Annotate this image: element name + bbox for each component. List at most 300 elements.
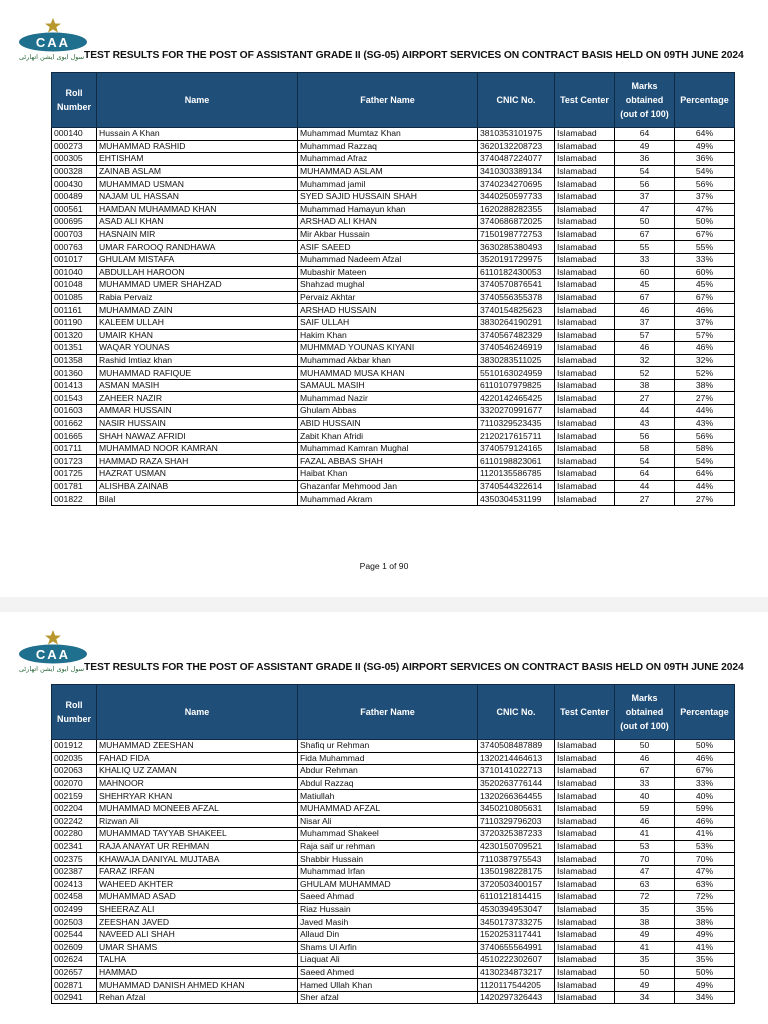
cell-test-center: Islamabad [555, 442, 615, 455]
cell-test-center: Islamabad [555, 153, 615, 166]
cell-father-name: Ghazanfar Mehmood Jan [298, 480, 478, 493]
cell-roll-number: 002941 [52, 991, 97, 1004]
cell-roll-number: 002070 [52, 777, 97, 790]
table-row [52, 342, 735, 355]
table-row [52, 740, 735, 753]
cell-father-name: Abdul Razzaq [298, 777, 478, 790]
cell-test-center: Islamabad [555, 455, 615, 468]
cell-father-name: Shahzad mughal [298, 279, 478, 292]
table-row [52, 916, 735, 929]
cell-percentage: 55% [675, 241, 735, 254]
results-table-body [52, 128, 735, 506]
cell-name: KHALIQ UZ ZAMAN [97, 765, 298, 778]
cell-roll-number: 002413 [52, 878, 97, 891]
cell-father-name: Riaz Hussain [298, 903, 478, 916]
cell-percentage: 50% [675, 966, 735, 979]
table-row [52, 266, 735, 279]
table-row [52, 241, 735, 254]
cell-marks: 70 [615, 853, 675, 866]
cell-percentage: 70% [675, 853, 735, 866]
cell-percentage: 56% [675, 430, 735, 443]
cell-test-center: Islamabad [555, 354, 615, 367]
cell-marks: 27 [615, 493, 675, 506]
cell-marks: 56 [615, 178, 675, 191]
cell-marks: 58 [615, 442, 675, 455]
cell-roll-number: 002871 [52, 979, 97, 992]
cell-name: MUHAMMAD DANISH AHMED KHAN [97, 979, 298, 992]
table-row [52, 979, 735, 992]
cell-name: Rabia Pervaiz [97, 291, 298, 304]
header-test-center: Test Center [555, 73, 615, 128]
cell-percentage: 37% [675, 316, 735, 329]
table-row [52, 417, 735, 430]
cell-test-center: Islamabad [555, 840, 615, 853]
cell-percentage: 44% [675, 480, 735, 493]
table-row [52, 853, 735, 866]
cell-roll-number: 002280 [52, 828, 97, 841]
cell-cnic: 1520253117441 [478, 928, 555, 941]
cell-name: MUHAMMAD ASAD [97, 891, 298, 904]
table-row [52, 954, 735, 967]
cell-test-center: Islamabad [555, 740, 615, 753]
cell-marks: 63 [615, 878, 675, 891]
table-row [52, 316, 735, 329]
cell-roll-number: 001040 [52, 266, 97, 279]
cell-test-center: Islamabad [555, 253, 615, 266]
table-row [52, 790, 735, 803]
cell-marks: 46 [615, 304, 675, 317]
cell-cnic: 3740686872025 [478, 216, 555, 229]
cell-cnic: 3740655564991 [478, 941, 555, 954]
cell-cnic: 3830283511025 [478, 354, 555, 367]
header-marks: Marks obtained (out of 100) [615, 73, 675, 128]
cell-test-center: Islamabad [555, 241, 615, 254]
cell-percentage: 54% [675, 165, 735, 178]
cell-marks: 50 [615, 966, 675, 979]
cell-father-name: Saeed Ahmad [298, 891, 478, 904]
table-row [52, 468, 735, 481]
cell-father-name: ARSHAD HUSSAIN [298, 304, 478, 317]
cell-test-center: Islamabad [555, 828, 615, 841]
cell-father-name: SAMAUL MASIH [298, 379, 478, 392]
cell-marks: 38 [615, 379, 675, 392]
cell-name: WAHEED AKHTER [97, 878, 298, 891]
cell-name: ALISHBA ZAINAB [97, 480, 298, 493]
cell-test-center: Islamabad [555, 430, 615, 443]
table-row [52, 430, 735, 443]
table-row [52, 765, 735, 778]
cell-roll-number: 001190 [52, 316, 97, 329]
cell-name: HAMMAD [97, 966, 298, 979]
cell-cnic: 4230150709521 [478, 840, 555, 853]
cell-name: MAHNOOR [97, 777, 298, 790]
cell-cnic: 3620132208723 [478, 140, 555, 153]
cell-cnic: 3740570876541 [478, 279, 555, 292]
cell-cnic: 4130234873217 [478, 966, 555, 979]
cell-cnic: 4510222302607 [478, 954, 555, 967]
cell-percentage: 41% [675, 828, 735, 841]
cell-test-center: Islamabad [555, 752, 615, 765]
cell-name: MUHAMMAD RAFIQUE [97, 367, 298, 380]
cell-percentage: 33% [675, 253, 735, 266]
cell-roll-number: 001665 [52, 430, 97, 443]
cell-name: MUHAMMAD USMAN [97, 178, 298, 191]
cell-roll-number: 001360 [52, 367, 97, 380]
cell-percentage: 47% [675, 203, 735, 216]
cell-marks: 57 [615, 329, 675, 342]
cell-cnic: 3740567482329 [478, 329, 555, 342]
cell-cnic: 1320266364455 [478, 790, 555, 803]
table-row [52, 840, 735, 853]
cell-roll-number: 002544 [52, 928, 97, 941]
caa-emblem-icon [17, 630, 89, 678]
cell-test-center: Islamabad [555, 304, 615, 317]
cell-marks: 36 [615, 153, 675, 166]
cell-cnic: 3520263776144 [478, 777, 555, 790]
table-row [52, 190, 735, 203]
header-cnic: CNIC No. [478, 685, 555, 740]
cell-cnic: 3710141022713 [478, 765, 555, 778]
cell-father-name: Shabbir Hussain [298, 853, 478, 866]
cell-percentage: 27% [675, 493, 735, 506]
cell-percentage: 37% [675, 190, 735, 203]
cell-roll-number: 002204 [52, 802, 97, 815]
header-marks: Marks obtained (out of 100) [615, 685, 675, 740]
cell-cnic: 3450173733275 [478, 916, 555, 929]
cell-name: ZAINAB ASLAM [97, 165, 298, 178]
table-row [52, 480, 735, 493]
caa-logo [17, 18, 89, 66]
cell-percentage: 46% [675, 304, 735, 317]
cell-roll-number: 001662 [52, 417, 97, 430]
cell-marks: 59 [615, 802, 675, 815]
cell-marks: 49 [615, 140, 675, 153]
cell-test-center: Islamabad [555, 954, 615, 967]
table-row [52, 203, 735, 216]
cell-father-name: Muhammad Razzaq [298, 140, 478, 153]
header-roll-number: Roll Number [52, 685, 97, 740]
caa-emblem-icon [17, 18, 89, 66]
cell-father-name: Muhammad Akbar khan [298, 354, 478, 367]
cell-marks: 41 [615, 941, 675, 954]
cell-father-name: ARSHAD ALI KHAN [298, 216, 478, 229]
cell-cnic: 7110329523435 [478, 417, 555, 430]
cell-percentage: 40% [675, 790, 735, 803]
cell-name: MUHAMMAD UMER SHAHZAD [97, 279, 298, 292]
cell-roll-number: 001017 [52, 253, 97, 266]
cell-percentage: 34% [675, 991, 735, 1004]
cell-father-name: Raja saif ur rehman [298, 840, 478, 853]
cell-test-center: Islamabad [555, 878, 615, 891]
cell-cnic: 3740234270695 [478, 178, 555, 191]
cell-roll-number: 002657 [52, 966, 97, 979]
cell-test-center: Islamabad [555, 190, 615, 203]
cell-percentage: 47% [675, 865, 735, 878]
table-row [52, 178, 735, 191]
cell-father-name: GHULAM MUHAMMAD [298, 878, 478, 891]
cell-cnic: 3740556355378 [478, 291, 555, 304]
cell-marks: 55 [615, 241, 675, 254]
cell-cnic: 3720503400157 [478, 878, 555, 891]
cell-marks: 37 [615, 316, 675, 329]
table-row [52, 329, 735, 342]
table-row [52, 291, 735, 304]
cell-marks: 41 [615, 828, 675, 841]
cell-roll-number: 001725 [52, 468, 97, 481]
cell-father-name: Abdur Rehman [298, 765, 478, 778]
cell-percentage: 63% [675, 878, 735, 891]
cell-test-center: Islamabad [555, 468, 615, 481]
results-table [51, 684, 735, 1004]
cell-father-name: Hakim Khan [298, 329, 478, 342]
cell-father-name: Liaquat Ali [298, 954, 478, 967]
cell-test-center: Islamabad [555, 493, 615, 506]
cell-name: RAJA ANAYAT UR REHMAN [97, 840, 298, 853]
cell-marks: 44 [615, 480, 675, 493]
cell-test-center: Islamabad [555, 266, 615, 279]
cell-cnic: 1350198228175 [478, 865, 555, 878]
cell-percentage: 67% [675, 765, 735, 778]
cell-marks: 37 [615, 190, 675, 203]
cell-test-center: Islamabad [555, 480, 615, 493]
cell-father-name: MUHAMMAD ASLAM [298, 165, 478, 178]
cell-name: Hussain A Khan [97, 128, 298, 141]
header-percentage: Percentage [675, 685, 735, 740]
cell-marks: 56 [615, 430, 675, 443]
cell-test-center: Islamabad [555, 991, 615, 1004]
cell-name: ASAD ALI KHAN [97, 216, 298, 229]
table-row [52, 815, 735, 828]
cell-cnic: 7110387975543 [478, 853, 555, 866]
header-name: Name [97, 685, 298, 740]
cell-father-name: Muhammad Irfan [298, 865, 478, 878]
cell-cnic: 4350304531199 [478, 493, 555, 506]
cell-test-center: Islamabad [555, 903, 615, 916]
cell-cnic: 4530394953047 [478, 903, 555, 916]
cell-roll-number: 001320 [52, 329, 97, 342]
cell-name: NASIR HUSSAIN [97, 417, 298, 430]
cell-marks: 27 [615, 392, 675, 405]
cell-test-center: Islamabad [555, 379, 615, 392]
svg-text:CAA: CAA [35, 647, 71, 662]
cell-father-name: Zabit Khan Afridi [298, 430, 478, 443]
cell-father-name: Muhammad Mumtaz Khan [298, 128, 478, 141]
cell-name: ZEESHAN JAVED [97, 916, 298, 929]
cell-father-name: Sher afzal [298, 991, 478, 1004]
cell-percentage: 64% [675, 468, 735, 481]
cell-marks: 67 [615, 228, 675, 241]
cell-marks: 40 [615, 790, 675, 803]
cell-cnic: 6110198823061 [478, 455, 555, 468]
cell-test-center: Islamabad [555, 417, 615, 430]
table-row [52, 442, 735, 455]
cell-marks: 43 [615, 417, 675, 430]
cell-roll-number: 001358 [52, 354, 97, 367]
table-header-row [52, 685, 735, 740]
table-row [52, 752, 735, 765]
cell-test-center: Islamabad [555, 203, 615, 216]
cell-roll-number: 000703 [52, 228, 97, 241]
cell-marks: 54 [615, 455, 675, 468]
cell-roll-number: 002458 [52, 891, 97, 904]
cell-marks: 35 [615, 954, 675, 967]
cell-marks: 38 [615, 916, 675, 929]
table-row [52, 928, 735, 941]
cell-test-center: Islamabad [555, 802, 615, 815]
table-row [52, 865, 735, 878]
cell-percentage: 57% [675, 329, 735, 342]
table-row [52, 153, 735, 166]
cell-name: HAZRAT USMAN [97, 468, 298, 481]
cell-marks: 49 [615, 928, 675, 941]
cell-father-name: Muhammad Hamayun khan [298, 203, 478, 216]
cell-test-center: Islamabad [555, 165, 615, 178]
cell-roll-number: 001543 [52, 392, 97, 405]
results-table-body [52, 740, 735, 1004]
cell-father-name: MUHMMAD YOUNAS KIYANI [298, 342, 478, 355]
cell-test-center: Islamabad [555, 392, 615, 405]
cell-name: KALEEM ULLAH [97, 316, 298, 329]
table-row [52, 991, 735, 1004]
cell-marks: 34 [615, 991, 675, 1004]
cell-father-name: ASIF SAEED [298, 241, 478, 254]
table-row [52, 253, 735, 266]
cell-marks: 46 [615, 815, 675, 828]
cell-roll-number: 001723 [52, 455, 97, 468]
cell-roll-number: 002341 [52, 840, 97, 853]
cell-percentage: 32% [675, 354, 735, 367]
cell-roll-number: 001781 [52, 480, 97, 493]
cell-roll-number: 001085 [52, 291, 97, 304]
cell-percentage: 49% [675, 928, 735, 941]
table-row [52, 304, 735, 317]
cell-cnic: 6110107979825 [478, 379, 555, 392]
cell-cnic: 1120117544205 [478, 979, 555, 992]
table-row [52, 802, 735, 815]
table-row [52, 455, 735, 468]
cell-father-name: Allaud Din [298, 928, 478, 941]
cell-cnic: 3520191729975 [478, 253, 555, 266]
cell-name: MUHAMMAD TAYYAB SHAKEEL [97, 828, 298, 841]
cell-cnic: 1620288282355 [478, 203, 555, 216]
cell-test-center: Islamabad [555, 979, 615, 992]
cell-father-name: MUHAMMAD AFZAL [298, 802, 478, 815]
table-row [52, 777, 735, 790]
cell-cnic: 3740546246919 [478, 342, 555, 355]
cell-test-center: Islamabad [555, 777, 615, 790]
cell-percentage: 46% [675, 815, 735, 828]
cell-test-center: Islamabad [555, 128, 615, 141]
page-title: TEST RESULTS FOR THE POST OF ASSISTANT GRADE II (SG-05) AIRPORT SERVICES ON CONTRACT BASIS HELD ON 09TH JUNE 2024 [84, 50, 744, 61]
cell-roll-number: 000328 [52, 165, 97, 178]
cell-roll-number: 000305 [52, 153, 97, 166]
cell-test-center: Islamabad [555, 329, 615, 342]
cell-marks: 46 [615, 752, 675, 765]
cell-name: NAVEED ALI SHAH [97, 928, 298, 941]
cell-percentage: 35% [675, 903, 735, 916]
cell-father-name: Muhammad Kamran Mughal [298, 442, 478, 455]
cell-roll-number: 001822 [52, 493, 97, 506]
svg-text:CAA: CAA [35, 35, 71, 50]
cell-roll-number: 000273 [52, 140, 97, 153]
cell-roll-number: 002609 [52, 941, 97, 954]
cell-name: SHEERAZ ALI [97, 903, 298, 916]
cell-father-name: Haibat Khan [298, 468, 478, 481]
cell-name: SHAH NAWAZ AFRIDI [97, 430, 298, 443]
cell-father-name: Hamed Ullah Khan [298, 979, 478, 992]
cell-marks: 33 [615, 777, 675, 790]
cell-roll-number: 002063 [52, 765, 97, 778]
cell-percentage: 58% [675, 442, 735, 455]
header-roll-number: Roll Number [52, 73, 97, 128]
cell-marks: 60 [615, 266, 675, 279]
cell-percentage: 27% [675, 392, 735, 405]
table-row [52, 128, 735, 141]
cell-father-name: MUHAMMAD MUSA KHAN [298, 367, 478, 380]
cell-father-name: Pervaiz Akhtar [298, 291, 478, 304]
cell-marks: 32 [615, 354, 675, 367]
cell-roll-number: 001912 [52, 740, 97, 753]
cell-roll-number: 000489 [52, 190, 97, 203]
cell-percentage: 43% [675, 417, 735, 430]
cell-roll-number: 001711 [52, 442, 97, 455]
cell-father-name: Nisar Ali [298, 815, 478, 828]
cell-percentage: 72% [675, 891, 735, 904]
table-row [52, 903, 735, 916]
result-page-2 [0, 612, 768, 1024]
cell-marks: 67 [615, 765, 675, 778]
cell-roll-number: 000763 [52, 241, 97, 254]
cell-percentage: 67% [675, 291, 735, 304]
cell-test-center: Islamabad [555, 815, 615, 828]
results-table [51, 72, 735, 506]
cell-cnic: 3830264190291 [478, 316, 555, 329]
cell-percentage: 36% [675, 153, 735, 166]
cell-name: UMAR FAROOQ RANDHAWA [97, 241, 298, 254]
cell-percentage: 67% [675, 228, 735, 241]
table-row [52, 405, 735, 418]
cell-father-name: Muhammad jamil [298, 178, 478, 191]
cell-percentage: 46% [675, 342, 735, 355]
page-title: TEST RESULTS FOR THE POST OF ASSISTANT GRADE II (SG-05) AIRPORT SERVICES ON CONTRACT BASIS HELD ON 09TH JUNE 2024 [84, 662, 744, 673]
table-row [52, 140, 735, 153]
cell-test-center: Islamabad [555, 928, 615, 941]
cell-test-center: Islamabad [555, 765, 615, 778]
table-row [52, 966, 735, 979]
page-number: Page 1 of 90 [359, 561, 409, 571]
cell-percentage: 50% [675, 740, 735, 753]
table-row [52, 941, 735, 954]
cell-marks: 54 [615, 165, 675, 178]
cell-marks: 44 [615, 405, 675, 418]
cell-name: WAQAR YOUNAS [97, 342, 298, 355]
cell-cnic: 3320270991677 [478, 405, 555, 418]
table-row [52, 228, 735, 241]
cell-name: MUHAMMAD NOOR KAMRAN [97, 442, 298, 455]
cell-cnic: 6110182430053 [478, 266, 555, 279]
cell-name: MUHAMMAD ZAIN [97, 304, 298, 317]
cell-marks: 46 [615, 342, 675, 355]
cell-cnic: 3810353101975 [478, 128, 555, 141]
cell-roll-number: 002503 [52, 916, 97, 929]
cell-percentage: 45% [675, 279, 735, 292]
table-row [52, 165, 735, 178]
cell-marks: 47 [615, 203, 675, 216]
cell-father-name: Muhammad Shakeel [298, 828, 478, 841]
cell-father-name: FAZAL ABBAS SHAH [298, 455, 478, 468]
cell-test-center: Islamabad [555, 342, 615, 355]
cell-father-name: Muhammad Akram [298, 493, 478, 506]
